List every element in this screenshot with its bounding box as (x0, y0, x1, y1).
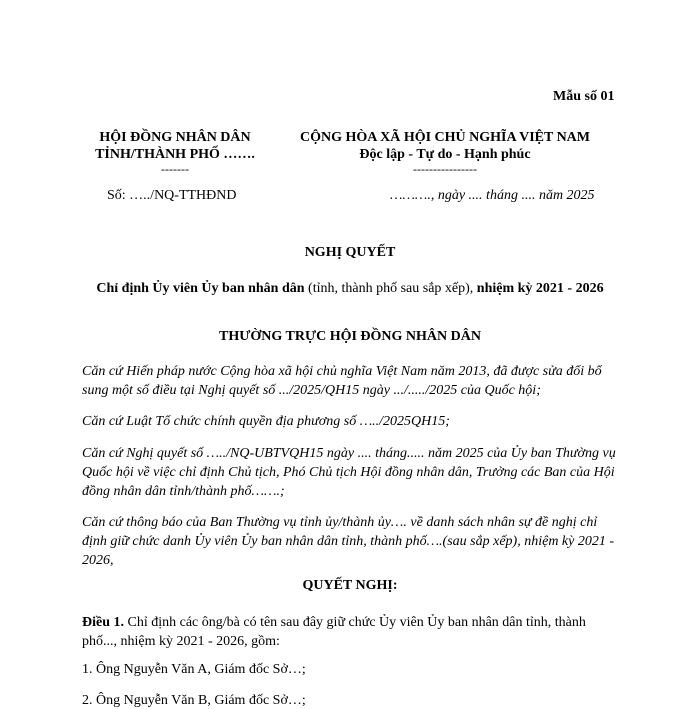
document-type: NGHỊ QUYẾT (304, 245, 396, 260)
list-item: 1. Ông Nguyễn Văn A, Giám đốc Sở…; (82, 662, 306, 677)
legal-basis-4: Căn cứ thông báo của Ban Thường vụ tỉnh ủy/thành ủy…. về danh sách nhân sự đề nghị chỉ định giữ chức danh Ủy viên Ủy ban nhân dân tỉnh, thành phố….(sau sắp xếp), nhiệm kỳ 2021 - 2026, (82, 515, 615, 568)
left-header-separator: ------- (161, 162, 189, 176)
legal-basis-3: Căn cứ Nghị quyết số …../NQ-UBTVQH15 ngày .... tháng..... năm 2025 của Ủy ban Thường vụ Quốc hội về việc chỉ định Chủ tịch, Phó Chủ tịch Hội đồng nhân dân, Trưởng các Ban của Hội đồng nhân dân tỉnh/thành phố…….; (82, 446, 616, 499)
subject-part2: (tỉnh, thành phố sau sắp xếp), (304, 281, 477, 296)
subject-part1: Chỉ định Ủy viên Ủy ban nhân dân (96, 281, 305, 296)
article-1-label: Điều 1. (82, 615, 124, 630)
form-number: Mẫu số 01 (553, 89, 615, 104)
document-number: Số: …../NQ-TTHĐND (107, 188, 237, 203)
national-motto: Độc lập - Tự do - Hạnh phúc (359, 147, 531, 162)
article-1 (82, 613, 622, 651)
issuing-authority: THƯỜNG TRỰC HỘI ĐỒNG NHÂN DÂN (219, 329, 481, 344)
issue-date: ………., ngày .... tháng .... năm 2025 (390, 188, 595, 203)
legal-basis-2: Căn cứ Luật Tổ chức chính quyền địa phương số …../2025QH15; (82, 414, 450, 429)
list-item: 2. Ông Nguyễn Văn B, Giám đốc Sở…; (82, 693, 306, 708)
article-1-text: Chỉ định các ông/bà có tên sau đây giữ chức Ủy viên Ủy ban nhân dân tỉnh, thành phố..., nhiệm kỳ 2021 - 2026, gồm: (82, 615, 586, 649)
legal-basis-1: Căn cứ Hiến pháp nước Cộng hòa xã hội chủ nghĩa Việt Nam năm 2013, đã được sửa đổi bổ sung một số điều tại Nghị quyết số .../2025/QH15 ngày .../...../2025 của Quốc hội; (82, 364, 602, 398)
council-name-line2: TỈNH/THÀNH PHỐ ……. (95, 147, 255, 162)
document-subject (90, 279, 610, 298)
council-name-line1: HỘI ĐỒNG NHÂN DÂN (99, 130, 251, 145)
national-title: CỘNG HÒA XÃ HỘI CHỦ NGHĨA VIỆT NAM (299, 130, 590, 145)
subject-part3: nhiệm kỳ 2021 - 2026 (476, 281, 604, 296)
decision-heading: QUYẾT NGHỊ: (302, 578, 398, 593)
right-header-separator: ---------------- (413, 162, 477, 176)
